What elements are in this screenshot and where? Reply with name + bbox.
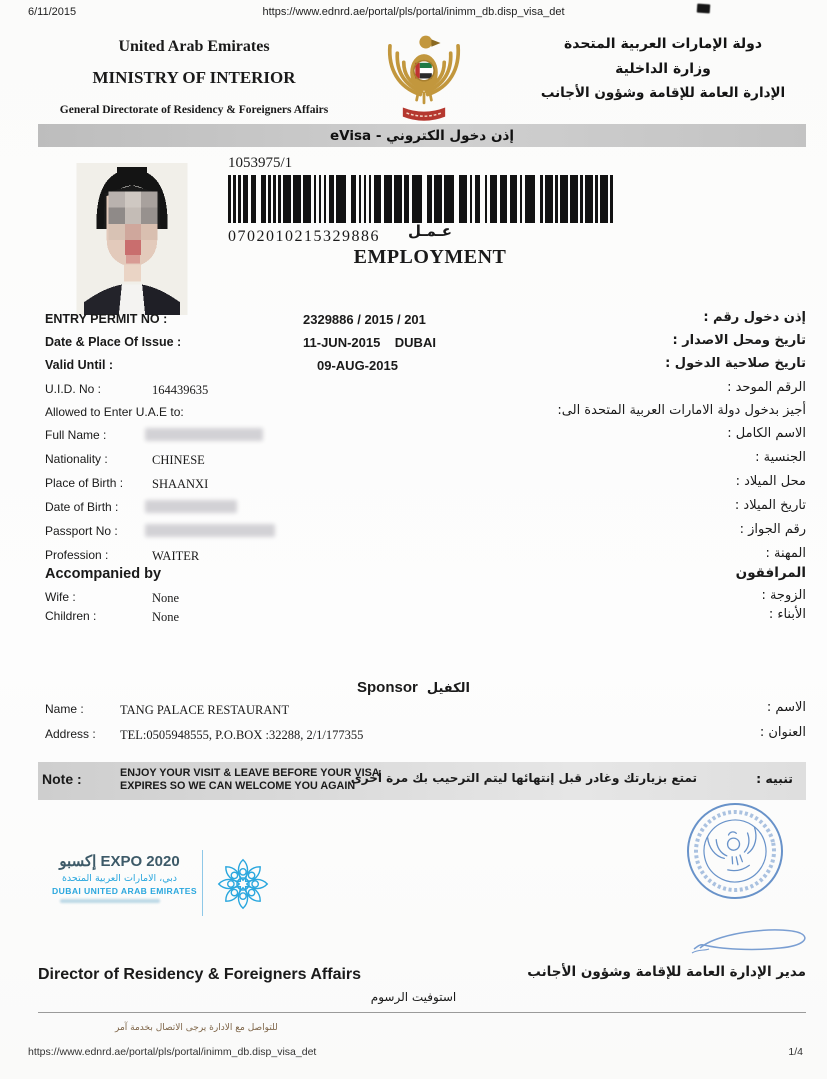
note-text-line2: EXPIRES SO WE CAN WELCOME YOU AGAIN xyxy=(120,780,356,792)
footer-url: https://www.ednrd.ae/portal/pls/portal/inimm_db.disp_visa_det xyxy=(28,1046,317,1058)
row-sponsor-name xyxy=(45,702,806,722)
row-date-place-issue xyxy=(45,335,806,355)
row-passport-no xyxy=(45,524,806,544)
expo-2020-logo xyxy=(52,850,352,930)
row-profession xyxy=(45,548,806,568)
redacted-value xyxy=(145,524,275,537)
sponsor-heading-ar: الكفيل xyxy=(426,681,471,696)
accompanied-by-heading-en: Accompanied by xyxy=(45,566,162,582)
visa-type-english: EMPLOYMENT xyxy=(353,246,507,268)
country-name-en: United Arab Emirates xyxy=(118,38,270,55)
file-number: 1053975/1 xyxy=(228,155,293,171)
page-indicator: 1/4 xyxy=(788,1046,803,1058)
field-label-ar: الاسم : xyxy=(766,700,806,715)
letterhead-arabic xyxy=(513,36,813,101)
field-label-en: Name : xyxy=(45,702,84,716)
field-label-en: Profession : xyxy=(45,548,109,562)
field-label-ar: العنوان : xyxy=(759,725,806,740)
evisa-banner-title: إذن دخول الكتروني - eVisa xyxy=(329,127,515,144)
field-label-en: ENTRY PERMIT NO : xyxy=(45,312,168,326)
barcode-number: 0702010215329886 xyxy=(228,228,380,245)
field-label-en: Valid Until : xyxy=(45,358,114,372)
expo-flower-icon xyxy=(215,856,271,917)
print-date: 6/11/2015 xyxy=(28,6,77,18)
field-label-ar: تاريخ الميلاد : xyxy=(734,498,806,513)
row-place-of-birth xyxy=(45,476,806,496)
field-label-en: Place of Birth : xyxy=(45,476,124,490)
field-label-ar: المهنة : xyxy=(765,546,806,561)
expo-title: EXPO 2020 إكسبو xyxy=(59,853,180,870)
row-uid-no xyxy=(45,382,806,402)
official-stamp xyxy=(676,792,794,915)
row-valid-until xyxy=(45,358,806,378)
field-label-ar: تاريخ صلاحية الدخول : xyxy=(665,356,806,371)
field-label-en: Passport No : xyxy=(45,524,118,538)
field-value: 164439635 xyxy=(152,383,209,397)
accompanied-by-heading-ar: المرافقون xyxy=(735,565,806,581)
redacted-value xyxy=(145,428,263,441)
fees-paid-note: استوفيت الرسوم xyxy=(370,990,457,1004)
ministry-name-en: MINISTRY OF INTERIOR xyxy=(92,68,296,87)
field-label-en: Full Name : xyxy=(45,428,107,442)
contact-note: للتواصل مع الادارة يرجى الاتصال بخدمة آمر xyxy=(115,1023,278,1033)
row-date-of-birth xyxy=(45,500,806,520)
directorate-name-ar: الإدارة العامة للإقامة وشؤون الأجانب xyxy=(540,85,786,101)
scan-artifact xyxy=(697,4,711,14)
ministry-name-ar: وزارة الداخلية xyxy=(615,61,711,77)
field-label-ar: الجنسية : xyxy=(755,450,806,465)
row-full-name xyxy=(45,428,806,448)
row-nationality xyxy=(45,452,806,472)
footer-divider xyxy=(38,1012,806,1013)
print-url: https://www.ednrd.ae/portal/pls/portal/inimm_db.disp_visa_det xyxy=(262,6,565,18)
note-text-en xyxy=(120,767,380,793)
field-label-en: Date of Birth : xyxy=(45,500,119,514)
visa-type-arabic: عـمـل xyxy=(408,222,452,240)
field-value: WAITER xyxy=(152,549,200,563)
expo-text-block xyxy=(52,852,198,903)
row-sponsor-address xyxy=(45,727,806,747)
note-text-ar: تمتع بزيارتك وغادر قبل إنتهائها ليتم الترحيب بك مرة أخرى xyxy=(350,771,697,785)
director-title-ar: مدير الإدارة العامة للإقامة وشؤون الأجانب xyxy=(527,964,806,980)
note-label-en: Note : xyxy=(42,771,82,787)
field-label-en: Nationality : xyxy=(45,452,108,466)
note-label-ar: تنبيه : xyxy=(756,771,793,786)
applicant-photo xyxy=(76,163,188,315)
row-children xyxy=(45,609,806,629)
sponsor-heading xyxy=(357,679,470,696)
field-label-ar: الرقم الموحد : xyxy=(727,380,806,395)
field-value: CHINESE xyxy=(152,453,205,467)
field-value: None xyxy=(152,610,180,624)
note-text-line1: ENJOY YOUR VISIT & LEAVE BEFORE YOUR VISA xyxy=(120,767,380,779)
field-label-ar: محل الميلاد : xyxy=(735,474,806,489)
field-label-en: Allowed to Enter U.A.E to: xyxy=(45,405,184,419)
field-value: TANG PALACE RESTAURANT xyxy=(120,703,290,717)
field-label-en: Wife : xyxy=(45,590,76,604)
field-label-en: Children : xyxy=(45,609,97,623)
row-entry-permit-no xyxy=(45,312,806,332)
letterhead-english xyxy=(28,38,360,116)
field-label-ar: أجيز بدخول دولة الامارات العربية المتحدة الى: xyxy=(557,403,806,418)
evisa-banner xyxy=(38,124,806,147)
expo-city-ar: دبي، الامارات العربية المتحدة xyxy=(61,873,178,884)
field-label-en: U.I.D. No : xyxy=(45,382,102,396)
sponsor-heading-en: Sponsor xyxy=(356,679,418,696)
field-label-en: Date & Place Of Issue : xyxy=(45,335,182,349)
field-label-ar: الزوجة : xyxy=(761,588,806,603)
field-value: SHAANXI xyxy=(152,477,209,491)
signature-scribble xyxy=(690,918,815,965)
field-value: 09-AUG-2015 xyxy=(317,358,398,373)
expo-city-en: DUBAI UNITED ARAB EMIRATES xyxy=(52,886,198,896)
field-label-ar: إذن دخول رقم : xyxy=(703,310,806,325)
director-title-en: Director of Residency & Foreigners Affairs xyxy=(38,966,362,983)
row-wife xyxy=(45,590,806,610)
field-label-ar: تاريخ ومحل الاصدار : xyxy=(672,333,806,348)
field-label-ar: الأبناء : xyxy=(768,607,806,622)
field-value: 11-JUN-2015 DUBAI xyxy=(303,335,436,350)
country-name-ar: دولة الإمارات العربية المتحدة xyxy=(563,36,763,52)
field-label-en: Address : xyxy=(45,727,96,741)
field-label-ar: الاسم الكامل : xyxy=(727,426,806,441)
barcode xyxy=(228,175,616,223)
directorate-name-en: General Directorate of Residency & Foreigners Affairs xyxy=(59,104,329,116)
redacted-value xyxy=(145,500,237,513)
field-label-ar: رقم الجواز : xyxy=(739,522,806,537)
row-allowed-to-enter xyxy=(45,405,806,425)
expo-tagline-faint xyxy=(60,899,160,903)
field-value: 2329886 / 2015 / 201 xyxy=(303,312,426,327)
expo-divider xyxy=(202,850,203,916)
field-value: TEL:0505948555, P.O.BOX :32288, 2/1/177355 xyxy=(120,728,364,742)
field-value: None xyxy=(152,591,180,605)
uae-emblem-icon xyxy=(378,30,470,131)
